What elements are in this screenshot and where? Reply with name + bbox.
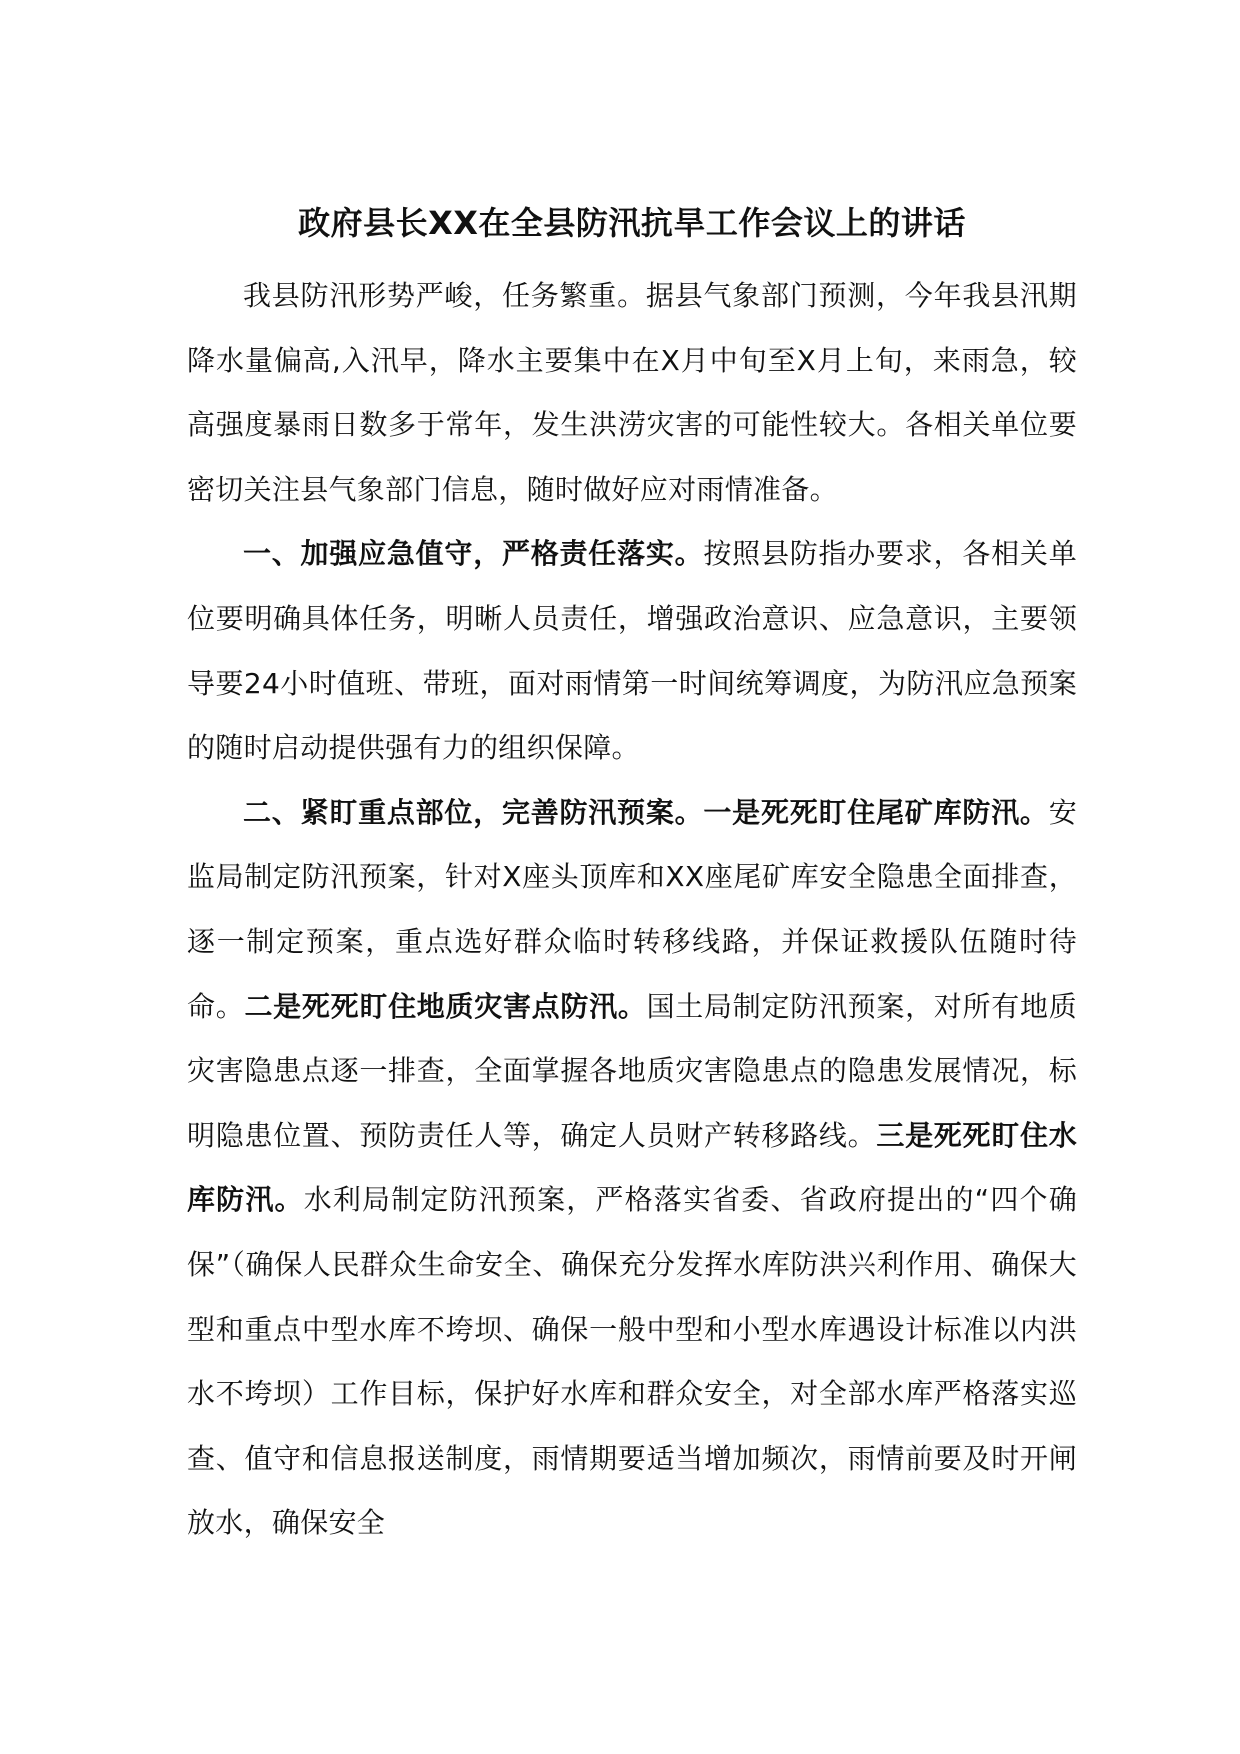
document-title: 政府县长XX在全县防汛抗旱工作会议上的讲话 <box>298 204 966 242</box>
section-2-point-3-body: 水利局制定防汛预案，严格落实省委、省政府提出的“四个确保”（确保人民群众生命安全、确保充分发挥水库防洪兴利作用、确保大型和重点中型水库不垮坝、确保一般中型和小型水库遇设计标准以内洪水不垮坝）工作目标，保护好水库和群众安全，对全部水库严格落实巡查、值守和信息报送制度，雨情期要适当增加频次，雨情前要及时开闸放水，确保安全 <box>187 1183 1078 1540</box>
section-2-point-2-heading: 二是死死盯住地质灾害点防汛。 <box>244 989 647 1023</box>
section-2-point-2-body: 国土局制定防汛预案，对所有地质灾害隐患点逐一排查，全面掌握各地质灾害隐患点的隐患发展情况，标明隐患位置、预防责任人等，确定人员财产转移路线。 <box>187 989 1077 1152</box>
section-2-point-1-heading: 一是死死盯住尾矿库防汛。 <box>703 795 1049 829</box>
section-1-paragraph <box>187 522 1077 780</box>
section-2-point-1-body: 安监局制定防汛预案，针对X座头顶库和XX座尾矿库安全隐患全面排查，逐一制定预案，重点选好群众临时转移线路，并保证救援队伍随时待命。 <box>187 795 1077 1023</box>
section-2-paragraph <box>187 781 1077 1556</box>
section-1-body: 按照县防指办要求，各相关单位要明确具体任务，明晰人员责任，增强政治意识、应急意识，主要领导要24小时值班、带班，面对雨情第一时间统筹调度，为防汛应急预案的随时启动提供强有力的组织保障。 <box>187 537 1077 765</box>
section-2-point-3-heading: 三是死死盯住水库防汛。 <box>187 1118 1077 1217</box>
document-page <box>187 196 1077 1556</box>
intro-paragraph: 我县防汛形势严峻，任务繁重。据县气象部门预测，今年我县汛期降水量偏高,入汛早，降水主要集中在X月中旬至X月上旬，来雨急，较高强度暴雨日数多于常年，发生洪涝灾害的可能性较大。各相关单位要密切关注县气象部门信息，随时做好应对雨情准备。 <box>187 279 1077 506</box>
section-2-heading: 二、紧盯重点部位，完善防汛预案。 <box>243 795 704 829</box>
section-1-heading: 一、加强应急值守，严格责任落实。 <box>243 537 704 571</box>
